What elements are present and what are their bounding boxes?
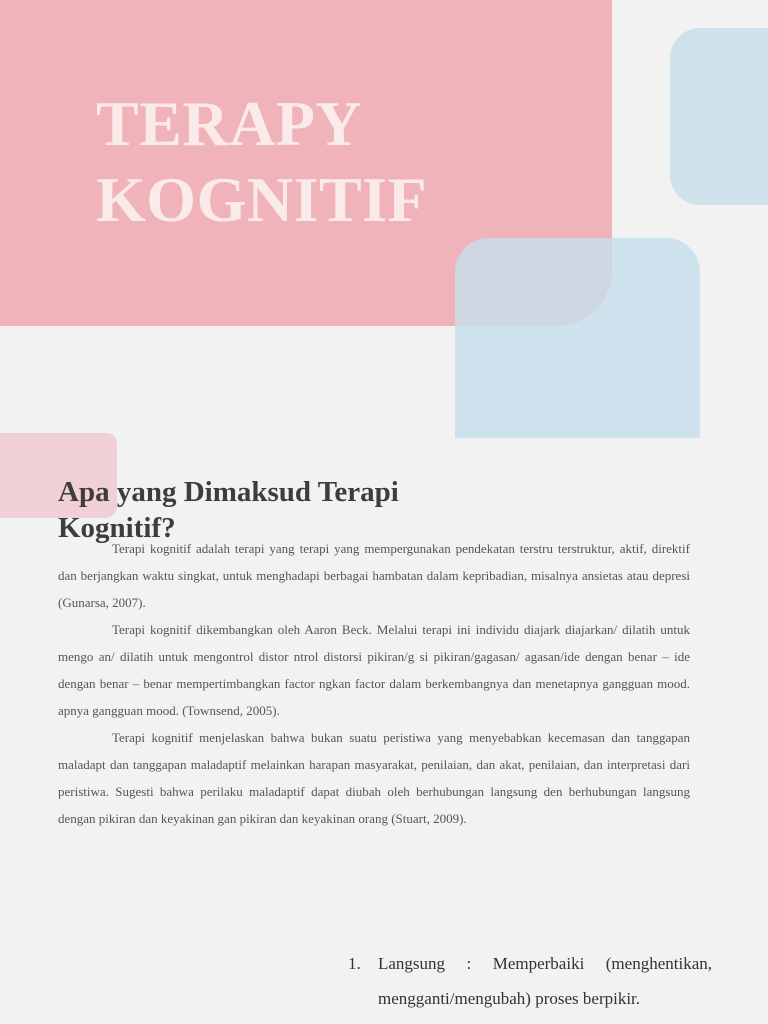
cover-title-line-2: KOGNITIF (96, 164, 428, 235)
list-item (348, 946, 712, 1016)
paragraph-explanation: Terapi kognitif menjelaskan bahwa bukan suatu peristiwa yang menyebabkan kecemasan dan tanggapan maladapt dan tanggapan maladaptif melainkan harapan masyarakat, penilaian, dan akat, penilaian, dan interpretasi dari peristiwa. Sugesti bahwa perilaku maladaptif dapat diubah oleh berhubungan langsung den berhubungan langsung dengan pikiran dan keyakinan gan pikiran dan keyakinan orang (Stuart, 2009). (58, 730, 690, 826)
list-item-number: 1. (348, 954, 361, 973)
list-item-text: Langsung : Memperbaiki (menghentikan, mengganti/mengubah) proses berpikir. (378, 954, 712, 1008)
body-text (58, 535, 690, 832)
cover-title-line-1: TERAPY (96, 88, 363, 159)
decor-blue-middle-block (455, 238, 700, 438)
cover-title (96, 86, 427, 238)
paragraph-beck: Terapi kognitif dikembangkan oleh Aaron Beck. Melalui terapi ini individu diajark diajarkan/ dilatih untuk mengo an/ dilatih untuk mengontrol distor ntrol distorsi pikiran/g si pikiran/gagasan/ agasan/ide dengan benar – ide dengan benar – benar mempertimbangkan factor ngkan factor dalam berkembangnya dan menetapnya gangguan mood. apnya gangguan mood. (Townsend, 2005). (58, 622, 690, 718)
section-heading: Apa yang Dimaksud Terapi Kognitif? (58, 476, 399, 544)
paragraph-definition: Terapi kognitif adalah terapi yang terapi yang mempergunakan pendekatan terstru terstruktur, aktif, direktif dan berjangkan waktu singkat, untuk menghadapi berbagai hambatan dalam kepribadian, misalnya ansietas atau depresi (Gunarsa, 2007). (58, 541, 690, 610)
numbered-list (348, 946, 712, 1016)
decor-blue-right-block (670, 28, 768, 205)
